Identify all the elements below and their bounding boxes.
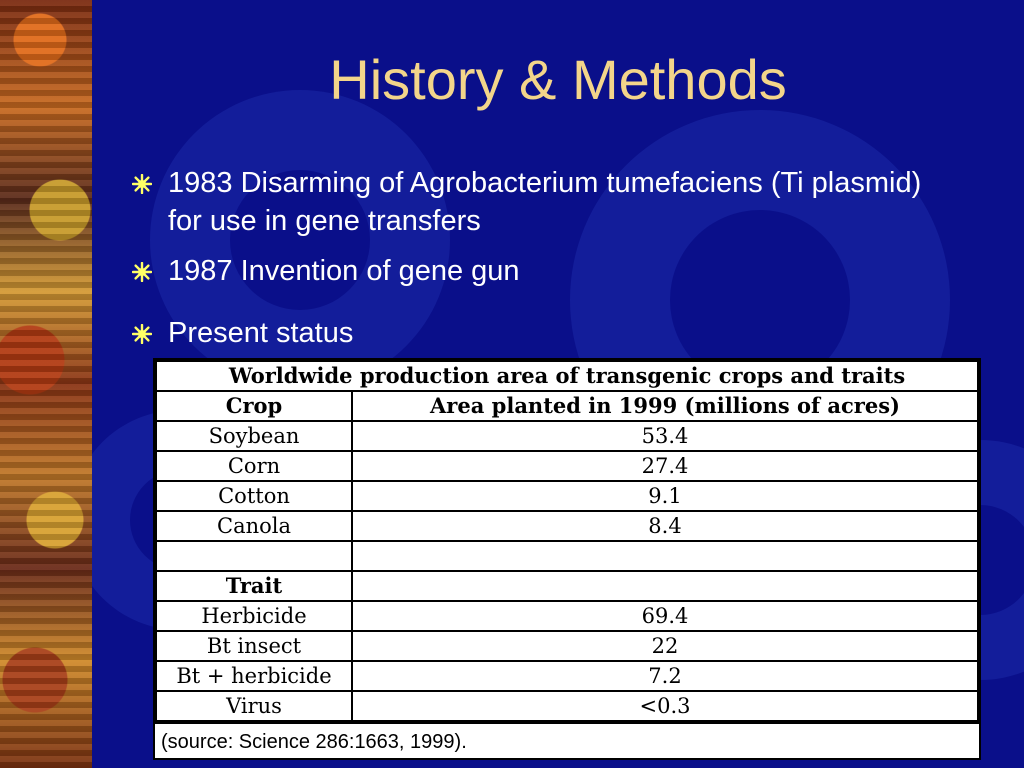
data-table [155, 360, 979, 722]
slide-title: History & Methods [329, 48, 787, 111]
starburst-bullet-icon [132, 262, 152, 282]
trait-name: Bt + herbicide [156, 661, 352, 691]
bullet-text: 1987 Invention of gene gun [168, 255, 520, 287]
table-row [156, 511, 978, 541]
table-row [156, 421, 978, 451]
table-row [156, 451, 978, 481]
starburst-bullet-icon [132, 324, 152, 344]
table-caption: Worldwide production area of transgenic crops and traits [156, 361, 978, 391]
table-empty-row [156, 541, 978, 571]
table-row [156, 481, 978, 511]
column-header-crop: Crop [156, 391, 352, 421]
decorative-left-strip [0, 0, 92, 768]
bullet-list [130, 164, 960, 352]
crop-name: Canola [156, 511, 352, 541]
trait-area: 22 [352, 631, 978, 661]
trait-name: Bt insect [156, 631, 352, 661]
table-row [156, 601, 978, 631]
empty-cell [352, 541, 978, 571]
table-header-row [156, 391, 978, 421]
source-citation: (source: Science 286:1663, 1999). [155, 722, 979, 758]
column-header-trait: Trait [156, 571, 352, 601]
crop-area: 9.1 [352, 481, 978, 511]
bullet-text: Present status [168, 317, 354, 349]
trait-header-row [156, 571, 978, 601]
crop-name: Cotton [156, 481, 352, 511]
table-row [156, 631, 978, 661]
starburst-bullet-icon [132, 174, 152, 194]
trait-area: 7.2 [352, 661, 978, 691]
empty-cell [156, 541, 352, 571]
trait-area: 69.4 [352, 601, 978, 631]
trait-area: <0.3 [352, 691, 978, 721]
bullet-item [130, 314, 960, 352]
crop-area: 8.4 [352, 511, 978, 541]
transgenic-crops-table [153, 358, 981, 760]
crop-name: Corn [156, 451, 352, 481]
table-caption-row [156, 361, 978, 391]
crop-area: 53.4 [352, 421, 978, 451]
trait-name: Virus [156, 691, 352, 721]
column-header-area: Area planted in 1999 (millions of acres) [352, 391, 978, 421]
empty-cell [352, 571, 978, 601]
bullet-text: 1983 Disarming of Agrobacterium tumefaciens (Ti plasmid) for use in gene transfers [168, 167, 922, 237]
crop-name: Soybean [156, 421, 352, 451]
bullet-item [130, 164, 960, 240]
trait-name: Herbicide [156, 601, 352, 631]
table-row [156, 691, 978, 721]
bullet-item [130, 252, 960, 290]
crop-area: 27.4 [352, 451, 978, 481]
table-row [156, 661, 978, 691]
